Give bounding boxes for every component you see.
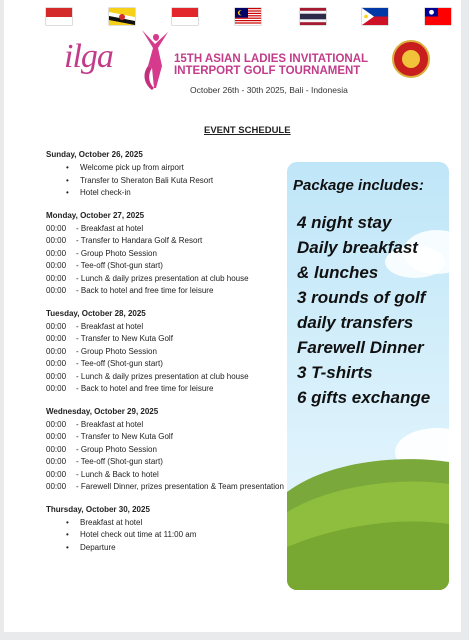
day-wednesday [46,407,286,494]
row-text: - Transfer to Handara Golf & Resort [76,236,203,245]
indonesia-flag [46,8,72,25]
row-text: - Group Photo Session [76,248,157,258]
row-text: - Farewell Dinner, prizes presentation & Team presentation [76,482,284,491]
row-time: 00:00 [46,248,67,258]
row-time: 00:00 [46,384,67,393]
package-heading: Package includes: [293,177,424,194]
row-time: 00:00 [46,457,67,466]
row-text: - Lunch & daily prizes presentation at club house [76,371,249,381]
row-time: 00:00 [46,223,67,233]
schedule-row [46,419,286,432]
schedule-heading: EVENT SCHEDULE [204,125,291,136]
row-time: 00:00 [46,419,67,429]
day-thursday [46,505,286,555]
list-item: • Transfer to Sheraton Bali Kuta Resort [46,175,286,188]
schedule-row [46,248,286,261]
row-time: 00:00 [46,321,67,331]
row-time: 00:00 [46,469,67,479]
list-item: • Departure [46,542,286,555]
day-title: Tuesday, October 28, 2025 [46,308,146,318]
tournament-title [174,53,374,77]
row-time: 00:00 [46,334,67,343]
row-time: 00:00 [46,359,67,368]
row-time: 00:00 [46,273,67,283]
brunei-flag [109,8,135,25]
row-time: 00:00 [46,261,67,270]
row-text: - Breakfast at hotel [76,321,144,331]
title-line-1: 15TH ASIAN LADIES INVITATIONAL [174,53,369,65]
flag-row [4,8,461,28]
day-sunday [46,150,286,200]
row-text: - Back to hotel and free time for leisure [76,384,214,393]
package-item: Daily breakfast [297,238,418,257]
list-item: • Welcome pick up from airport [46,162,286,175]
row-text: - Transfer to New Kuta Golf [76,334,173,343]
package-item: daily transfers [297,313,414,332]
list-item: • Hotel check-in [46,187,286,200]
tournament-dates: October 26th - 30th 2025, Bali - Indonesia [190,85,348,95]
malaysia-flag [235,8,261,25]
row-time: 00:00 [46,286,67,295]
singapore-flag [172,8,198,25]
list-item: • Hotel check out time at 11:00 am [46,529,286,542]
day-title: Sunday, October 26, 2025 [46,150,143,159]
package-item: & lunches [297,263,379,282]
club-seal-icon [392,40,430,78]
title-line-2: INTERPORT GOLF TOURNAMENT [174,65,361,77]
schedule-row [46,333,286,346]
schedule-row [46,444,286,457]
schedule-row [46,260,286,273]
package-item: 3 rounds of golf [297,288,426,307]
schedule-row [46,321,286,334]
package-item: Farewell Dinner [297,338,424,357]
schedule-row [46,273,286,286]
event-schedule [46,150,286,565]
schedule-row [46,456,286,469]
row-text: - Group Photo Session [76,346,157,356]
row-time: 00:00 [46,482,67,491]
day-title: Wednesday, October 29, 2025 [46,406,159,416]
schedule-row [46,346,286,359]
row-time: 00:00 [46,371,67,381]
schedule-row [46,235,286,248]
schedule-row [46,469,286,482]
thailand-flag [300,8,326,25]
row-text: - Breakfast at hotel [76,419,144,429]
package-panel [287,162,449,590]
list-item: • Breakfast at hotel [46,517,286,530]
package-item: 3 T-shirts [297,363,373,382]
schedule-row [46,358,286,371]
row-time: 00:00 [46,432,67,441]
row-text: - Transfer to New Kuta Golf [76,432,173,441]
row-text: - Group Photo Session [76,444,157,454]
ilga-logo: ilga [64,38,113,75]
dancer-logo-icon [138,26,174,96]
row-text: - Tee-off (Shot-gun start) [76,261,163,270]
schedule-row [46,383,286,396]
schedule-row [46,371,286,384]
schedule-row [46,431,286,444]
row-time: 00:00 [46,444,67,454]
schedule-row [46,481,286,494]
day-title: Monday, October 27, 2025 [46,210,145,220]
package-list [297,210,430,410]
row-text: - Back to hotel and free time for leisure [76,286,214,295]
schedule-row [46,223,286,236]
day-title: Thursday, October 30, 2025 [46,504,150,514]
package-item: 6 gifts exchange [297,388,431,407]
day-tuesday [46,309,286,396]
event-flyer [4,0,461,632]
day-monday [46,211,286,298]
philippines-flag [362,8,388,25]
row-text: - Breakfast at hotel [76,223,144,233]
row-time: 00:00 [46,236,67,245]
taiwan-flag [425,8,451,25]
row-text: - Lunch & daily prizes presentation at club house [76,273,249,283]
package-item: 4 night stay [297,213,392,232]
row-text: - Tee-off (Shot-gun start) [76,457,163,466]
row-text: - Lunch & Back to hotel [76,469,159,479]
row-text: - Tee-off (Shot-gun start) [76,359,163,368]
row-time: 00:00 [46,346,67,356]
schedule-row [46,285,286,298]
